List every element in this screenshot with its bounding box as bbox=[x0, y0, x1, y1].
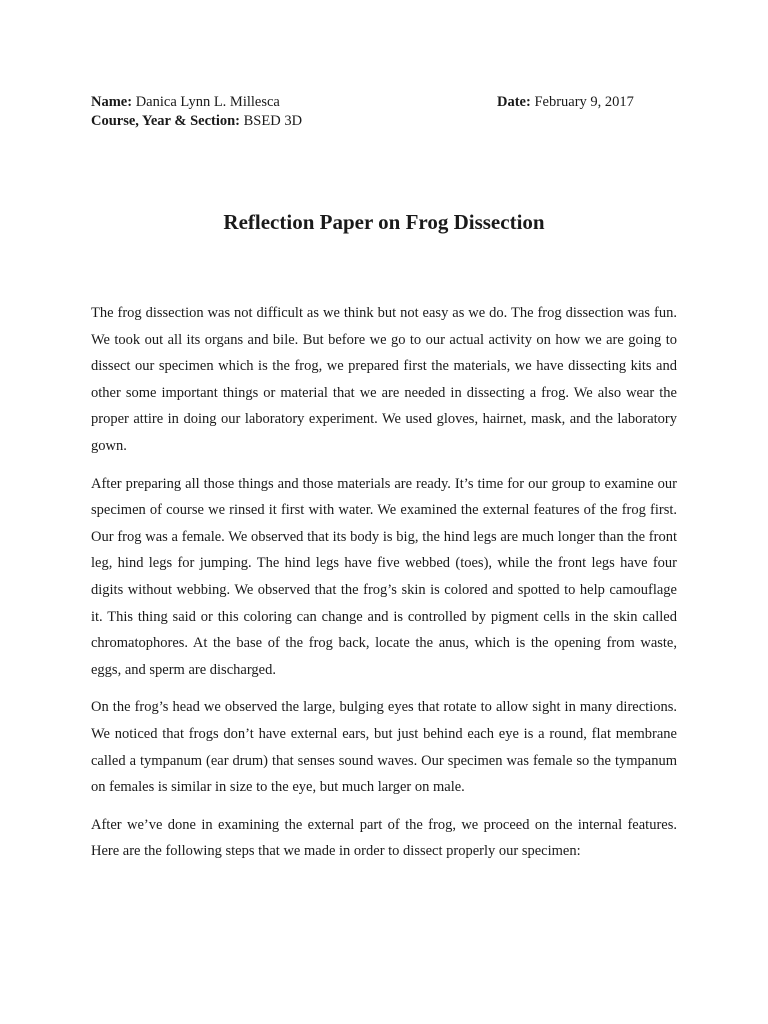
course-label: Course, Year & Section: bbox=[91, 113, 241, 129]
name-date-row bbox=[91, 93, 651, 112]
paragraph: After preparing all those things and those materials are ready. It’s time for our group to examine our specimen of course we rinsed it first with water. We examined the external features of the frog first. Our frog was a female. We observed that its body is big, the hind legs are much longer than the front leg, hind legs for jumping. The hind legs have five webbed (toes), while the front legs have four digits without webbing. We observed that the frog’s skin is colored and spotted to help camouflage it. This thing said or this coloring can change and is controlled by pigment cells in the skin called chromatophores. At the base of the frog back, locate the anus, which is the opening from waste, eggs, and sperm are discharged. bbox=[91, 475, 677, 678]
course-value: BSED 3D bbox=[240, 113, 303, 129]
paragraph: The frog dissection was not difficult as we think but not easy as we do. The frog dissection was fun. We took out all its organs and bile. But before we go to our actual activity on how we are going to dissect our specimen which is the frog, we prepared first the materials, we have dissecting kits and other some important things or material that we are needed in dissecting a frog. We also wear the proper attire in doing our laboratory experiment. We used gloves, hairnet, mask, and the laboratory gown. bbox=[91, 305, 677, 454]
document-title: Reflection Paper on Frog Dissection bbox=[223, 210, 545, 234]
date-field bbox=[497, 93, 634, 112]
name-value: Danica Lynn L. Millesca bbox=[132, 94, 280, 110]
date-value: February 9, 2017 bbox=[530, 94, 634, 110]
document-body bbox=[91, 300, 677, 876]
name-label: Name: bbox=[91, 94, 133, 110]
name-field bbox=[91, 94, 280, 110]
date-label: Date: bbox=[497, 94, 531, 110]
paragraph: After we’ve done in examining the external part of the frog, we proceed on the internal features. Here are the following steps that we made in order to dissect properly our specimen: bbox=[91, 816, 677, 860]
course-row bbox=[91, 112, 651, 131]
paragraph: On the frog’s head we observed the large, bulging eyes that rotate to allow sight in many directions. We noticed that frogs don’t have external ears, but just behind each eye is a round, flat membrane called a tympanum (ear drum) that senses sound waves. Our specimen was female so the tympanum on females is similar in size to the eye, but much larger on male. bbox=[91, 699, 677, 796]
document-header bbox=[91, 93, 651, 131]
